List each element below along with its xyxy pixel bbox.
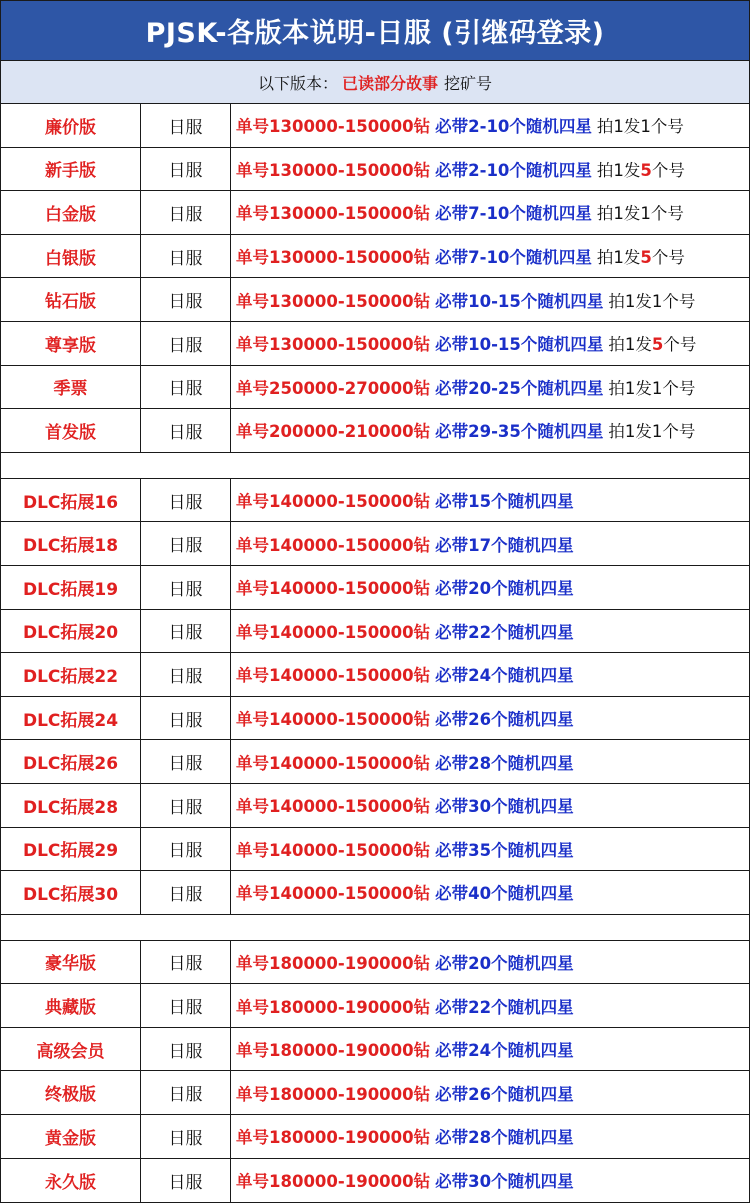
price-text: 单号140000-150000钻	[236, 884, 431, 904]
price-text: 单号140000-150000钻	[236, 492, 431, 512]
price-text: 单号180000-190000钻	[236, 953, 431, 973]
bonus-text: 必带28个随机四星	[435, 1128, 574, 1148]
pull-suffix: 个号	[650, 117, 684, 137]
description-cell	[231, 828, 749, 871]
description-cell	[231, 366, 749, 409]
bonus-text: 必带22个随机四星	[435, 997, 574, 1017]
table-row	[1, 1071, 749, 1115]
price-text: 单号130000-150000钻	[236, 204, 431, 224]
price-text: 单号180000-190000钻	[236, 1128, 431, 1148]
pull-text	[597, 200, 684, 224]
server-label: 日服	[141, 740, 231, 783]
pull-prefix: 拍1发	[596, 117, 641, 137]
price-text: 单号140000-150000钻	[236, 622, 431, 642]
version-name: 终极版	[1, 1071, 141, 1114]
bonus-text: 必带26个随机四星	[435, 1084, 574, 1104]
table-row	[1, 1115, 749, 1159]
bonus-text: 必带30个随机四星	[435, 797, 574, 817]
price-text: 单号140000-150000钻	[236, 753, 431, 773]
description-cell	[231, 278, 749, 321]
description-cell	[231, 871, 749, 914]
server-label: 日服	[141, 610, 231, 653]
description-cell	[231, 104, 749, 147]
price-text: 单号140000-150000钻	[236, 535, 431, 555]
version-name: 首发版	[1, 409, 141, 452]
version-name: 白银版	[1, 235, 141, 278]
subtitle-suffix: 挖矿号	[444, 73, 493, 93]
version-name: 黄金版	[1, 1115, 141, 1158]
bonus-text: 必带2-10个随机四星	[435, 117, 592, 137]
pull-text	[608, 288, 695, 312]
bonus-text: 必带28个随机四星	[435, 753, 574, 773]
version-name: 永久版	[1, 1159, 141, 1203]
server-label: 日服	[141, 697, 231, 740]
pull-prefix: 拍1发	[596, 204, 641, 224]
table-row	[1, 148, 749, 192]
table-row	[1, 322, 749, 366]
pull-prefix: 拍1发	[608, 291, 652, 311]
pull-count: 1	[640, 204, 651, 224]
description-cell	[231, 409, 749, 452]
table-row	[1, 1028, 749, 1072]
price-text: 单号140000-150000钻	[236, 579, 431, 599]
price-text: 单号180000-190000钻	[236, 1084, 431, 1104]
description-cell	[231, 566, 749, 609]
table-row	[1, 409, 749, 453]
page-title: PJSK-各版本说明-日服 (引继码登录)	[1, 1, 749, 61]
table-row	[1, 828, 749, 872]
pull-suffix: 个号	[662, 378, 696, 398]
pull-prefix: 拍1发	[608, 335, 652, 355]
pull-suffix: 个号	[663, 335, 697, 355]
price-text: 单号140000-150000钻	[236, 797, 431, 817]
price-text: 单号140000-150000钻	[236, 710, 431, 730]
bonus-text: 必带24个随机四星	[435, 666, 574, 686]
server-label: 日服	[141, 653, 231, 696]
table-row	[1, 784, 749, 828]
server-label: 日服	[141, 828, 231, 871]
price-text: 单号130000-150000钻	[236, 335, 431, 355]
server-label: 日服	[141, 522, 231, 565]
description-cell	[231, 322, 749, 365]
pull-suffix: 个号	[650, 204, 684, 224]
version-name: DLC拓展20	[1, 610, 141, 653]
price-text: 单号180000-190000钻	[236, 1172, 431, 1192]
subtitle-prefix: 以下版本：	[257, 73, 338, 93]
description-cell	[231, 1159, 749, 1203]
server-label: 日服	[141, 566, 231, 609]
description-cell	[231, 610, 749, 653]
pull-prefix: 拍1发	[608, 422, 652, 442]
server-label: 日服	[141, 1028, 231, 1071]
version-name: 新手版	[1, 148, 141, 191]
table-row	[1, 984, 749, 1028]
description-cell	[231, 1028, 749, 1071]
bonus-text: 必带7-10个随机四星	[435, 204, 592, 224]
pull-suffix: 个号	[662, 291, 696, 311]
description-cell	[231, 1115, 749, 1158]
table-row	[1, 871, 749, 915]
table-row	[1, 941, 749, 985]
description-cell	[231, 697, 749, 740]
subtitle-bar	[1, 61, 749, 104]
version-name: 尊享版	[1, 322, 141, 365]
description-cell	[231, 191, 749, 234]
price-text: 单号250000-270000钻	[236, 378, 431, 398]
server-label: 日服	[141, 366, 231, 409]
table-row	[1, 235, 749, 279]
table-row	[1, 740, 749, 784]
server-label: 日服	[141, 148, 231, 191]
description-cell	[231, 740, 749, 783]
version-name: 廉价版	[1, 104, 141, 147]
price-text: 单号130000-150000钻	[236, 117, 431, 137]
pull-count: 1	[651, 291, 663, 311]
pull-text	[608, 331, 696, 355]
bonus-text: 必带20个随机四星	[435, 579, 574, 599]
description-cell	[231, 522, 749, 565]
table-body	[1, 104, 749, 1202]
version-name: DLC拓展16	[1, 479, 141, 522]
description-cell	[231, 148, 749, 191]
server-label: 日服	[141, 479, 231, 522]
table-row	[1, 566, 749, 610]
table-row	[1, 697, 749, 741]
pull-count: 5	[640, 248, 652, 268]
subtitle-highlight: 已读部分故事	[341, 73, 438, 93]
table-row	[1, 610, 749, 654]
version-name: DLC拓展30	[1, 871, 141, 914]
table-row	[1, 479, 749, 523]
pull-count: 1	[651, 422, 663, 442]
price-text: 单号140000-150000钻	[236, 840, 431, 860]
version-name: DLC拓展18	[1, 522, 141, 565]
pull-prefix: 拍1发	[608, 378, 652, 398]
version-name: DLC拓展29	[1, 828, 141, 871]
pull-count: 5	[640, 160, 652, 180]
bonus-text: 必带24个随机四星	[435, 1041, 574, 1061]
version-name: 钻石版	[1, 278, 141, 321]
group-divider	[1, 453, 749, 479]
table-row	[1, 366, 749, 410]
price-text: 单号180000-190000钻	[236, 1041, 431, 1061]
description-cell	[231, 653, 749, 696]
version-name: DLC拓展19	[1, 566, 141, 609]
pull-suffix: 个号	[651, 248, 685, 268]
bonus-text: 必带40个随机四星	[435, 884, 574, 904]
price-text: 单号130000-150000钻	[236, 248, 431, 268]
price-text: 单号180000-190000钻	[236, 997, 431, 1017]
pull-prefix: 拍1发	[596, 160, 641, 180]
bonus-text: 必带26个随机四星	[435, 710, 574, 730]
version-name: 白金版	[1, 191, 141, 234]
table-row	[1, 104, 749, 148]
price-text: 单号130000-150000钻	[236, 291, 431, 311]
version-name: DLC拓展22	[1, 653, 141, 696]
pull-count: 5	[651, 335, 664, 355]
bonus-text: 必带17个随机四星	[435, 535, 574, 555]
server-label: 日服	[141, 409, 231, 452]
bonus-text: 必带2-10个随机四星	[435, 160, 592, 180]
version-name: 高级会员	[1, 1028, 141, 1071]
bonus-text: 必带30个随机四星	[435, 1172, 574, 1192]
bonus-text: 必带10-15个随机四星	[435, 335, 604, 355]
pull-suffix: 个号	[651, 160, 685, 180]
table-row	[1, 522, 749, 566]
server-label: 日服	[141, 784, 231, 827]
pull-text	[597, 113, 684, 137]
price-text: 单号140000-150000钻	[236, 666, 431, 686]
pull-count: 1	[640, 117, 651, 137]
server-label: 日服	[141, 871, 231, 914]
table-row	[1, 653, 749, 697]
bonus-text: 必带15个随机四星	[435, 492, 574, 512]
pull-text	[608, 418, 695, 442]
description-cell	[231, 235, 749, 278]
bonus-text: 必带29-35个随机四星	[435, 422, 604, 442]
version-name: DLC拓展24	[1, 697, 141, 740]
price-text: 单号130000-150000钻	[236, 160, 431, 180]
version-name: DLC拓展28	[1, 784, 141, 827]
description-cell	[231, 941, 749, 984]
table-row	[1, 191, 749, 235]
description-cell	[231, 1071, 749, 1114]
server-label: 日服	[141, 1071, 231, 1114]
pull-text	[608, 375, 695, 399]
bonus-text: 必带20-25个随机四星	[435, 378, 604, 398]
bonus-text: 必带10-15个随机四星	[435, 291, 604, 311]
pull-text	[597, 244, 685, 268]
version-name: DLC拓展26	[1, 740, 141, 783]
bonus-text: 必带20个随机四星	[435, 953, 574, 973]
server-label: 日服	[141, 278, 231, 321]
server-label: 日服	[141, 941, 231, 984]
price-text: 单号200000-210000钻	[236, 422, 431, 442]
version-name: 季票	[1, 366, 141, 409]
bonus-text: 必带7-10个随机四星	[435, 248, 592, 268]
bonus-text: 必带35个随机四星	[435, 840, 574, 860]
server-label: 日服	[141, 984, 231, 1027]
server-label: 日服	[141, 235, 231, 278]
pull-suffix: 个号	[662, 422, 696, 442]
description-cell	[231, 479, 749, 522]
table-row	[1, 1159, 749, 1203]
description-cell	[231, 984, 749, 1027]
server-label: 日服	[141, 104, 231, 147]
version-name: 豪华版	[1, 941, 141, 984]
bonus-text: 必带22个随机四星	[435, 622, 574, 642]
server-label: 日服	[141, 1159, 231, 1203]
version-name: 典藏版	[1, 984, 141, 1027]
server-label: 日服	[141, 322, 231, 365]
pull-count: 1	[651, 378, 663, 398]
pull-text	[597, 157, 685, 181]
server-label: 日服	[141, 191, 231, 234]
description-cell	[231, 784, 749, 827]
server-label: 日服	[141, 1115, 231, 1158]
table-row	[1, 278, 749, 322]
group-divider	[1, 915, 749, 941]
pull-prefix: 拍1发	[596, 248, 641, 268]
